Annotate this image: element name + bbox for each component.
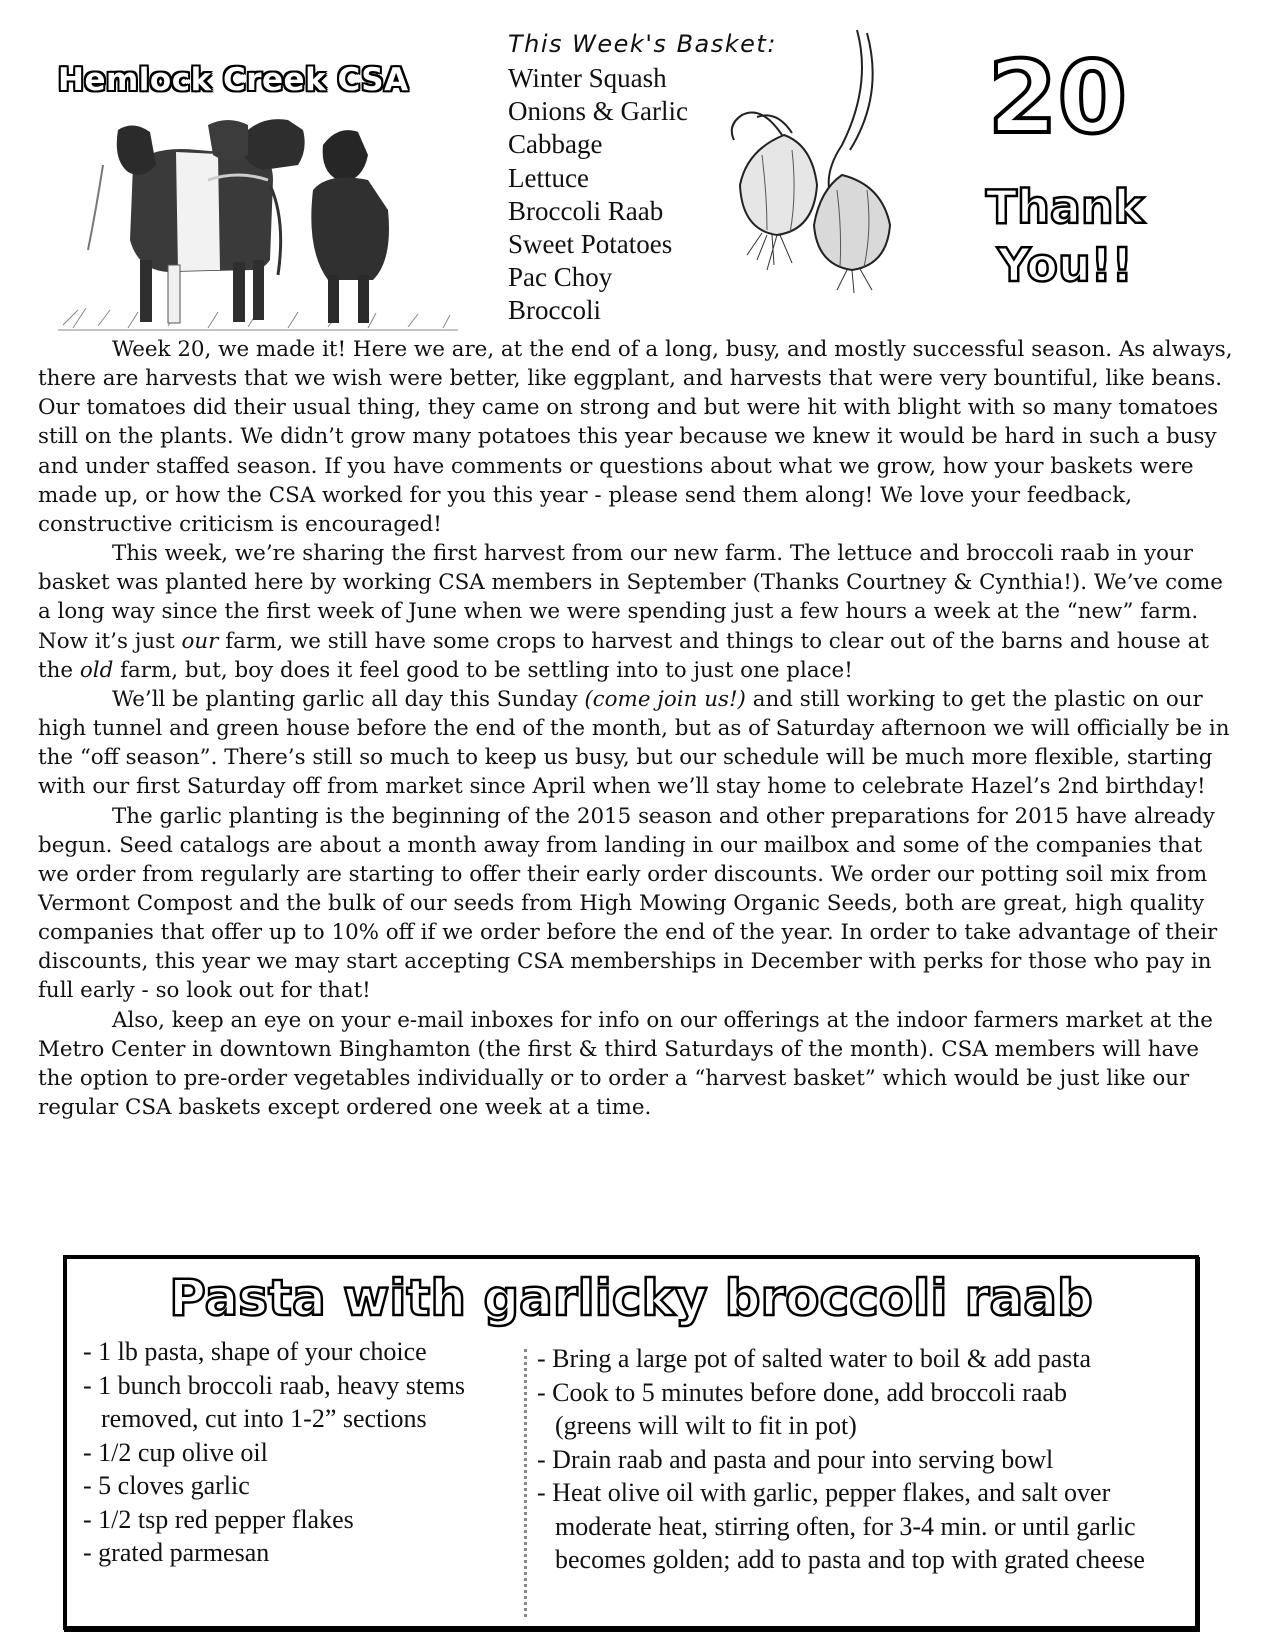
- basket-item: Lettuce: [508, 162, 589, 193]
- article-paragraph: Week 20, we made it! Here we are, at the end of a long, busy, and mostly successful season. As always, there are harvests that we wish were better, like eggplant, and harvests that were very bountiful, like beans. Our tomatoes did their usual thing, they came on strong and but were hit with blight with so many tomatoes still on the plants. We didn’t grow many potatoes this year because we knew it would be hard in such a busy and under staffed season. If you have comments or questions about what we grow, how your baskets were made up, or how the CSA worked for you this year - please send them along! We love your feedback, constructive criticism is encouraged!: [38, 337, 1233, 537]
- ingredient-item: - 1/2 tsp red pepper flakes: [83, 1503, 521, 1537]
- recipe-box: [63, 1255, 1199, 1630]
- step-item: - Bring a large pot of salted water to boil & add pasta: [537, 1342, 1137, 1376]
- basket-item: Broccoli: [508, 295, 601, 326]
- column-divider: [524, 1349, 527, 1617]
- step-list: [537, 1342, 1145, 1577]
- week-number: 20: [987, 39, 1128, 156]
- article-paragraph: The garlic planting is the beginning of the 2015 season and other preparations for 2015 have already begun. Seed catalogs are about a month away from landing in our mailbox and some of the companies that we order from regularly are starting to offer their early order discounts. We order our potting soil mix from Vermont Compost and the bulk of our seeds from High Mowing Organic Seeds, both are great, high quality companies that offer up to 10% off if we order before the end of the year. In order to take advantage of their discounts, this year we may start accepting CSA memberships in December with perks for those who pay in full early - so look out for that!: [38, 803, 1218, 1004]
- basket-item: Cabbage: [508, 129, 603, 160]
- basket-item: Sweet Potatoes: [508, 229, 673, 260]
- step-item: - Heat olive oil with garlic, pepper flakes, and salt over moderate heat, stirring often, for 3-4 min. or until garlic becomes golden; add to pasta and top with grated cheese: [537, 1476, 1155, 1577]
- thank-you-message: [965, 178, 1165, 294]
- ingredient-item: - 1 bunch broccoli raab, heavy stems removed, cut into 1-2” sections: [83, 1369, 521, 1436]
- ingredient-list: [83, 1335, 521, 1570]
- basket-list: [508, 62, 688, 328]
- ingredient-item: - 1 lb pasta, shape of your choice: [83, 1335, 521, 1369]
- basket-item: Winter Squash: [508, 63, 667, 93]
- ingredient-item: - grated parmesan: [83, 1536, 521, 1570]
- cows-illustration: [58, 110, 458, 335]
- basket-item: Onions & Garlic: [508, 96, 688, 127]
- onion-illustration: [722, 25, 932, 295]
- article-paragraph: We’ll be planting garlic all day this Sunday (come join us!) and still working to get the plastic on our high tunnel and green house before the end of the month, but as of Saturday afternoon we will officially be in the “off season”. There’s still so much to keep us busy, but our schedule will be much more flexible, starting with our first Saturday off from market since April when we’ll stay home to celebrate Hazel’s 2nd birthday!: [38, 686, 1230, 800]
- thank-you-line: You!!: [997, 238, 1133, 292]
- thank-you-line: Thank: [985, 180, 1145, 234]
- farm-name-title: Hemlock Creek CSA: [58, 62, 409, 98]
- step-item: - Drain raab and pasta and pour into serving bowl: [537, 1443, 1137, 1477]
- basket-item: Broccoli Raab: [508, 195, 664, 226]
- article-paragraph: This week, we’re sharing the first harvest from our new farm. The lettuce and broccoli raab in your basket was planted here by working CSA members in September (Thanks Courtney & Cynthia!). We’ve come a long way since the first week of June when we were spending just a few hours a week at the “new” farm. Now it’s just our farm, we still have some crops to harvest and things to clear out of the barns and house at the old farm, but, boy does it feel good to be settling into to just one place!: [38, 541, 1223, 683]
- basket-heading: This Week's Basket:: [508, 30, 777, 58]
- ingredient-item: - 5 cloves garlic: [83, 1469, 521, 1503]
- step-item: - Cook to 5 minutes before done, add broccoli raab (greens will wilt to fit in pot): [537, 1376, 1125, 1443]
- ingredient-item: - 1/2 cup olive oil: [83, 1436, 521, 1470]
- recipe-title: Pasta with garlicky broccoli raab: [169, 1269, 1093, 1327]
- newsletter-article: [38, 335, 1238, 1122]
- article-paragraph: Also, keep an eye on your e-mail inboxes for info on our offerings at the indoor farmers market at the Metro Center in downtown Binghamton (the first & third Saturdays of the month). CSA members will have the option to pre-order vegetables individually or to order a “harvest basket” which would be just like our regular CSA baskets except ordered one week at a time.: [38, 1007, 1213, 1121]
- basket-item: Pac Choy: [508, 262, 613, 293]
